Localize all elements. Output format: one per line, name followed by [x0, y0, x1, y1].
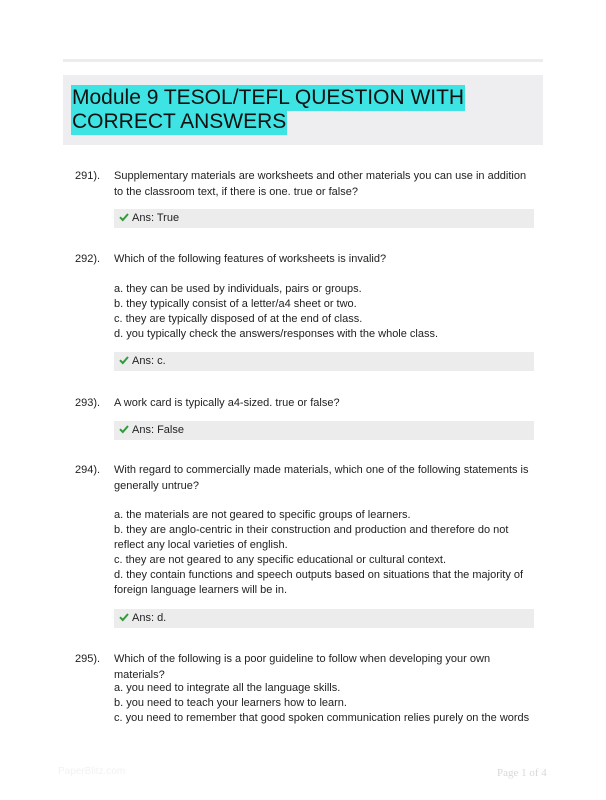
page-title: [71, 86, 491, 134]
answer-text: Ans: d.: [132, 612, 167, 624]
answer-box-294: [114, 609, 534, 628]
title-banner: [63, 75, 543, 145]
options-295: [114, 681, 534, 726]
option-a: a. you need to integrate all the language skills.: [114, 682, 341, 694]
option-c: c. they are not geared to any specific educational or cultural context.: [114, 554, 447, 566]
question-number: 291).: [75, 170, 101, 182]
check-icon: [119, 424, 129, 434]
answer-text: Ans: False: [132, 424, 184, 436]
question-text: A work card is typically a4-sized. true or false?: [114, 397, 340, 409]
check-icon: [119, 612, 129, 622]
question-number: 293).: [75, 397, 101, 409]
page-number: Page 1 of 4: [497, 767, 547, 779]
top-divider: [63, 59, 543, 62]
check-icon: [119, 212, 129, 222]
options-292: [114, 282, 534, 342]
option-b: b. you need to teach your learners how to learn.: [114, 697, 347, 709]
answer-box-292: [114, 352, 534, 371]
option-c: c. they are typically disposed of at the end of class.: [114, 313, 363, 325]
question-number: 294).: [75, 464, 101, 476]
answer-text: Ans: True: [132, 212, 180, 224]
answer-box-293: [114, 421, 534, 440]
option-a: a. the materials are not geared to specific groups of learners.: [114, 509, 411, 521]
question-text: Supplementary materials are worksheets and other materials you can use in addition to the classroom text, if there is one. true or false?: [114, 170, 527, 198]
option-b: b. they are anglo-centric in their construction and production and therefore do not reflect any local varieties of english.: [114, 524, 509, 551]
question-text: Which of the following features of worksheets is invalid?: [114, 253, 387, 265]
options-294: [114, 508, 534, 598]
question-number: 295).: [75, 653, 101, 665]
answer-box-291: [114, 209, 534, 228]
option-d: d. they contain functions and speech outputs based on situations that the majority of foreign language learners will be in.: [114, 569, 524, 596]
answer-text: Ans: c.: [132, 355, 166, 367]
question-text: Which of the following is a poor guideline to follow when developing your own materials?: [114, 653, 491, 681]
option-c: c. you need to remember that good spoken communication relies purely on the words: [114, 712, 530, 724]
option-b: b. they typically consist of a letter/a4 sheet or two.: [114, 298, 357, 310]
question-text: With regard to commercially made materials, which one of the following statements is generally untrue?: [114, 464, 529, 492]
question-number: 292).: [75, 253, 101, 265]
check-icon: [119, 355, 129, 365]
title-line-1: Module 9 TESOL/TEFL QUESTION WITH: [72, 86, 465, 109]
footer-watermark: PaperBlitz.com: [58, 766, 126, 777]
option-d: d. you typically check the answers/responses with the whole class.: [114, 328, 439, 340]
option-a: a. they can be used by individuals, pairs or groups.: [114, 283, 362, 295]
title-line-2: CORRECT ANSWERS: [72, 110, 287, 133]
